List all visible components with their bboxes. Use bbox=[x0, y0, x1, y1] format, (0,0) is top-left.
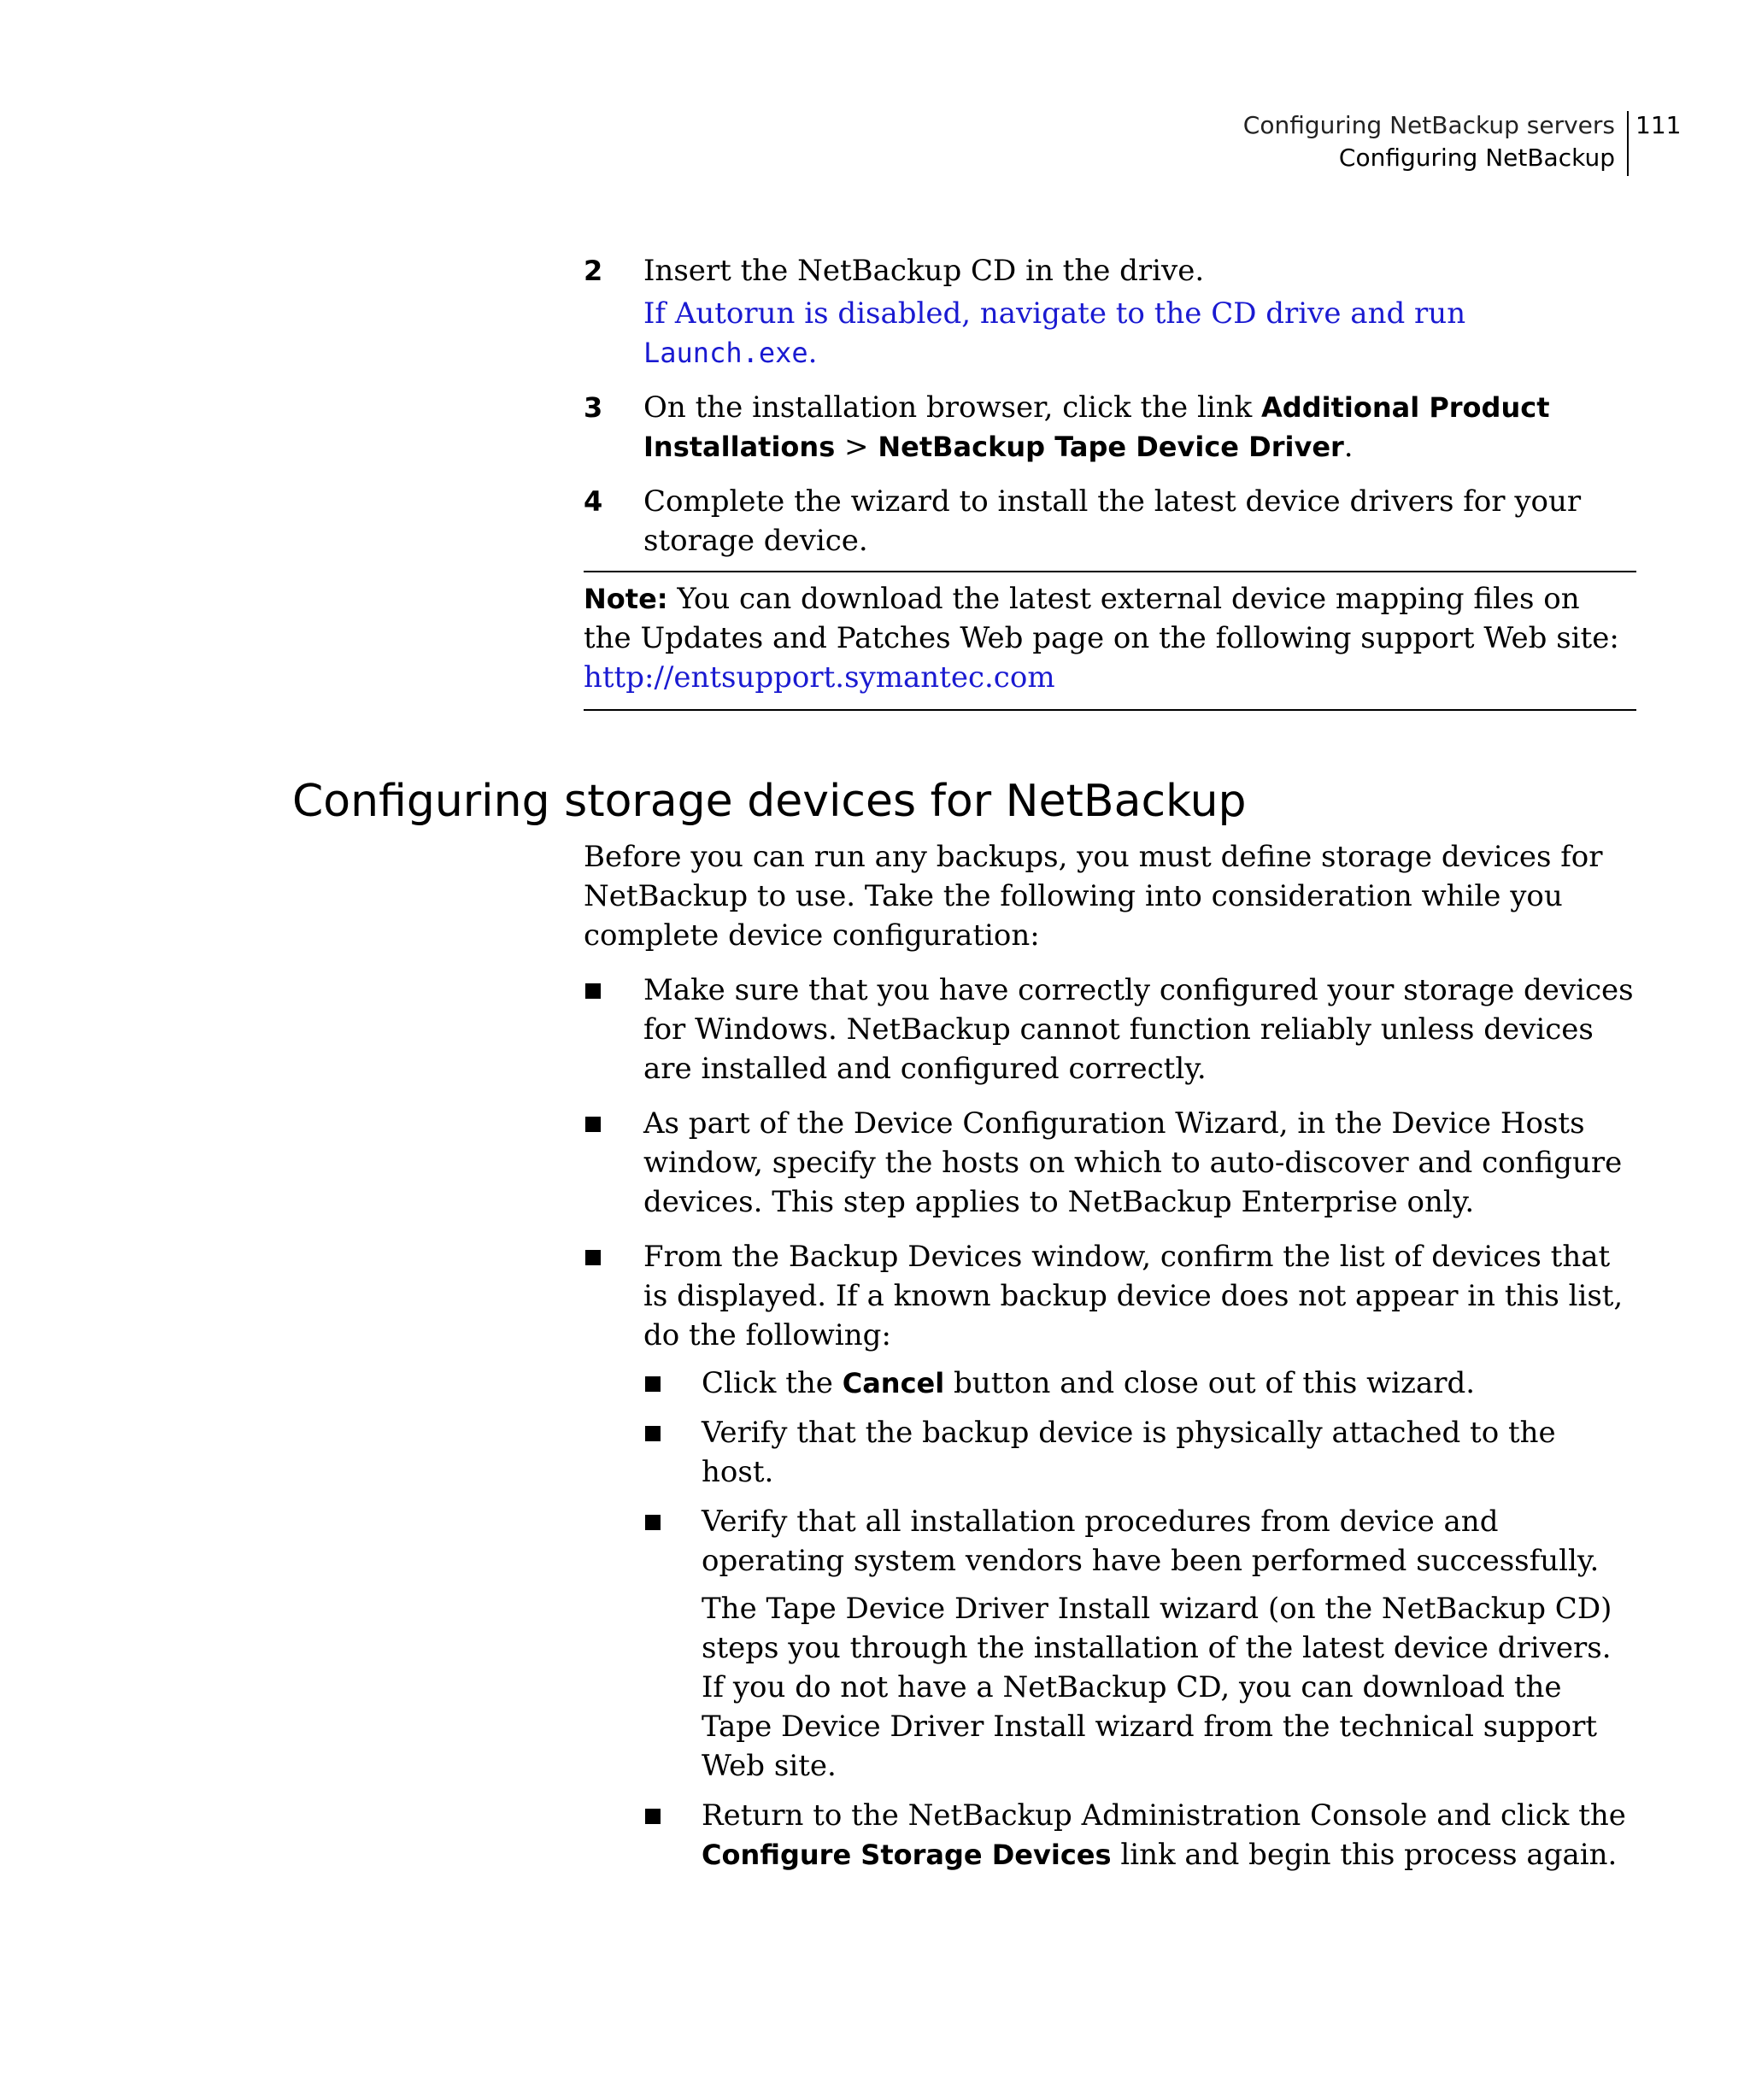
bullet-square-icon bbox=[645, 1515, 661, 1530]
note-label: Note: bbox=[584, 583, 668, 615]
list-item bbox=[584, 1104, 1636, 1222]
list-item bbox=[584, 1237, 1636, 1874]
bullet-square-icon bbox=[585, 983, 601, 999]
step-note-end: . bbox=[807, 336, 818, 370]
cancel-label: Cancel bbox=[842, 1367, 945, 1399]
sub-bullet-text bbox=[702, 1364, 1636, 1403]
bullet-text: From the Backup Devices window, confirm the list of devices that is displayed. If a known backup device does not appear in this list, do the following: bbox=[643, 1240, 1624, 1352]
sub-text-pre: Click the bbox=[702, 1366, 843, 1400]
step-2 bbox=[584, 251, 1636, 372]
sub-list-item bbox=[643, 1796, 1636, 1874]
sub-bullet-text: Verify that all installation procedures from device and operating system vendors have been performed successfully. bbox=[702, 1505, 1600, 1578]
step-number: 3 bbox=[584, 391, 603, 424]
step-text: Complete the wizard to install the latest device drivers for your storage device. bbox=[643, 484, 1582, 558]
section-title: Configuring NetBackup bbox=[1338, 144, 1615, 172]
header-divider bbox=[1627, 111, 1629, 176]
sub-text-post: link and begin this process again. bbox=[1111, 1838, 1618, 1872]
sub-text-post: button and close out of this wizard. bbox=[944, 1366, 1476, 1400]
sub-bullet-text: Verify that the backup device is physically attached to the host. bbox=[702, 1416, 1556, 1489]
running-header-text bbox=[1243, 109, 1615, 174]
step-4 bbox=[584, 482, 1636, 560]
bullet-square-icon bbox=[645, 1376, 661, 1392]
support-link[interactable]: http://entsupport.symantec.com bbox=[584, 660, 1055, 695]
bullet-square-icon bbox=[645, 1809, 661, 1824]
step-text: Insert the NetBackup CD in the drive. bbox=[643, 254, 1205, 288]
step-text-post: . bbox=[1343, 430, 1354, 464]
section-body bbox=[584, 837, 1636, 1890]
note-box bbox=[584, 571, 1636, 711]
sub-list-item bbox=[643, 1364, 1636, 1403]
configure-storage-devices-label: Configure Storage Devices bbox=[702, 1839, 1112, 1871]
step-number: 2 bbox=[584, 255, 603, 287]
bullet-square-icon bbox=[585, 1250, 601, 1265]
step-number: 4 bbox=[584, 485, 603, 518]
list-item bbox=[584, 971, 1636, 1088]
bullet-text: Make sure that you have correctly configured your storage devices for Windows. NetBackup cannot function reliably unless devices are installed and configured correctly. bbox=[643, 973, 1634, 1086]
bullet-text: As part of the Device Configuration Wizard, in the Device Hosts window, specify the hosts on which to auto-discover and configure devices. This step applies to NetBackup Enterprise only. bbox=[643, 1106, 1623, 1219]
sub-list-item bbox=[643, 1502, 1636, 1786]
section-intro: Before you can run any backups, you must define storage devices for NetBackup to use. Take the following into consideration while you complete device configuration: bbox=[584, 840, 1603, 953]
tape-device-driver-label: NetBackup Tape Device Driver bbox=[878, 431, 1344, 463]
chapter-title: Configuring NetBackup servers bbox=[1242, 111, 1615, 139]
sub-text-pre: Return to the NetBackup Administration Console and click the bbox=[702, 1798, 1626, 1833]
page-number: 111 bbox=[1635, 111, 1682, 139]
step-note-text: If Autorun is disabled, navigate to the CD drive and run bbox=[643, 296, 1466, 331]
launch-exe-code: Launch.exe bbox=[643, 337, 808, 369]
step-3 bbox=[584, 388, 1636, 466]
bullet-square-icon bbox=[645, 1426, 661, 1441]
sub-bullet-extra: The Tape Device Driver Install wizard (on the NetBackup CD) steps you through the installation of the latest device drivers. If you do not have a NetBackup CD, you can download the Tape Device Driver Install wizard from the technical support Web site. bbox=[702, 1592, 1612, 1783]
step-text-pre: On the installation browser, click the link bbox=[643, 390, 1262, 425]
step-text-mid: > bbox=[835, 430, 878, 464]
sub-list-item bbox=[643, 1413, 1636, 1492]
steps-list bbox=[584, 251, 1636, 576]
additional-product-installations-label: Additional Product Installations bbox=[643, 391, 1550, 463]
note-text bbox=[584, 579, 1636, 658]
step-text bbox=[643, 388, 1636, 466]
running-header bbox=[796, 109, 1682, 178]
step-note bbox=[643, 294, 1636, 372]
bullet-square-icon bbox=[585, 1117, 601, 1132]
section-heading: Configuring storage devices for NetBackup bbox=[292, 776, 1247, 827]
note-body: You can download the latest external device mapping files on the Updates and Patches Web page on the following support Web site: bbox=[584, 582, 1619, 655]
sub-bullet-text bbox=[702, 1796, 1636, 1874]
